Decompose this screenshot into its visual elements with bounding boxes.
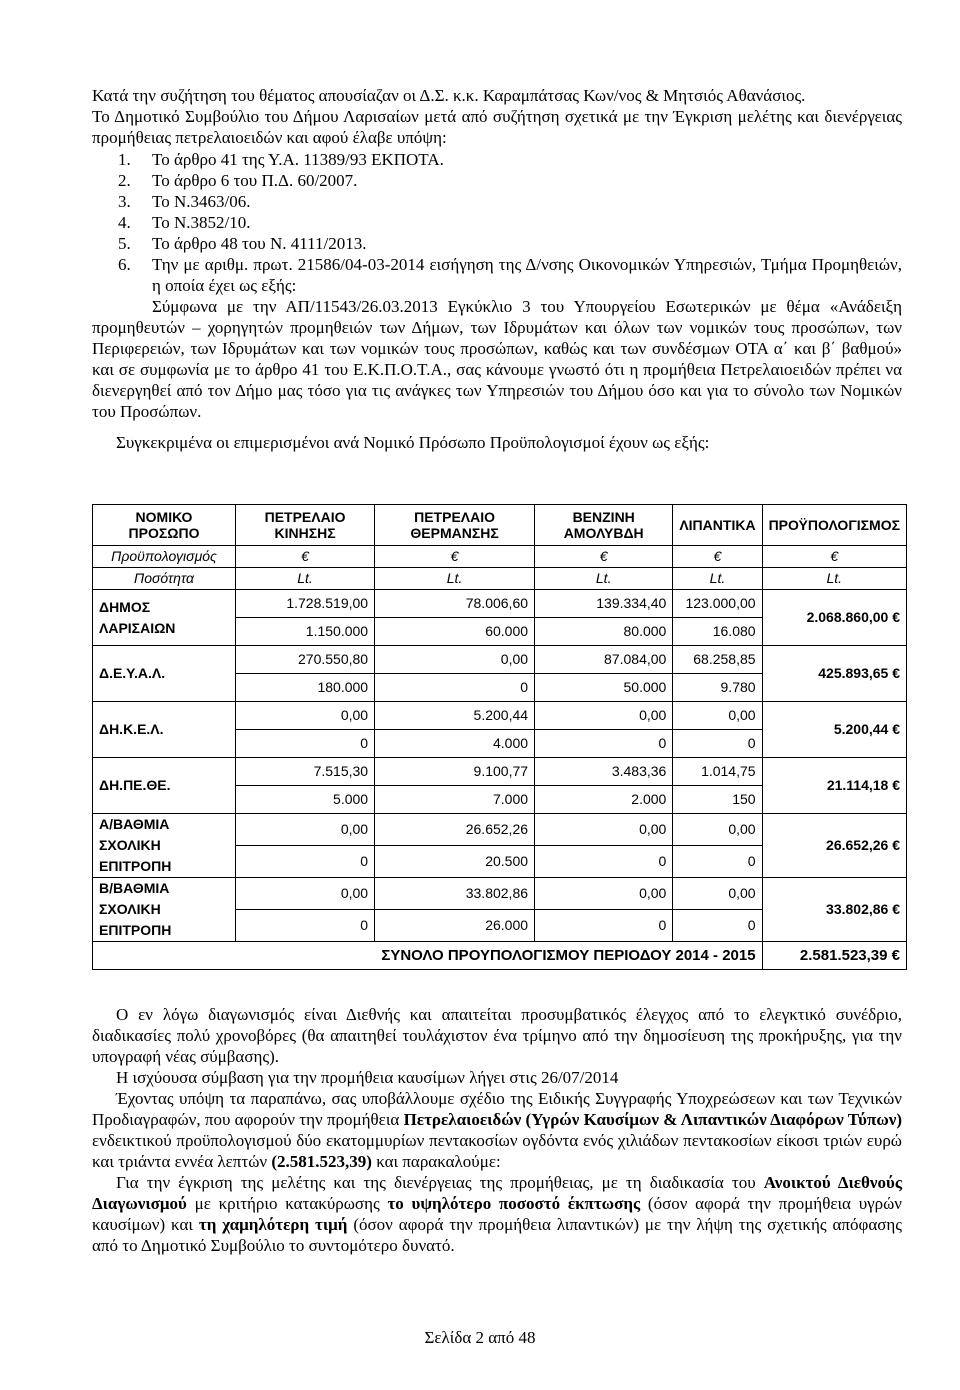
total-cell: 5.200,44 € (762, 702, 906, 758)
list-text: Το άρθρο 48 του Ν. 4111/2013. (152, 234, 367, 253)
header-cell: ΒΕΝΖΙΝΗ ΑΜΟΛΥΒΔΗ (535, 505, 673, 546)
table-row (93, 758, 907, 786)
references-list (92, 149, 902, 296)
list-number: 1. (118, 150, 131, 169)
currency-cell: € (673, 546, 762, 568)
list-item (92, 149, 902, 170)
list-text: Το Ν.3852/10. (152, 213, 251, 232)
qty-cell: 0 (236, 730, 375, 758)
according-paragraph (92, 296, 902, 422)
list-text: Το άρθρο 41 της Υ.Α. 11389/93 ΕΚΠΟΤΑ. (152, 150, 444, 169)
amount-cell: 0,00 (236, 878, 375, 910)
according-text: Σύμφωνα με την ΑΠ/11543/26.03.2013 Εγκύκλιο 3 του Υπουργείου Εσωτερικών με θέμα «Ανάδειξη προμηθευτών – χορηγητών προμηθειών των Δήμων, των Ιδρυμάτων και όλων των νομικών τους προσώπων, των Περιφερειών, των Ιδρυμάτων και των νομικών τους προσώπων, καθώς και των συνδέσμων ΟΤΑ α΄ και β΄ βαθμού» και σε συμφωνία με το άρθρο 41 του Ε.Κ.Π.Ο.Τ.Α., σας κάνουμε γνωστό ότι η προμήθεια Πετρελαιοειδών πρέπει να διενεργηθεί από τον Δήμο μας τόσο για τις ανάγκες των Υπηρεσιών του Δήμου όσο και για το σύνολο των Νομικών του Προσώπων. (92, 297, 902, 421)
amount-cell: 0,00 (236, 814, 375, 846)
unit-cell: Lt. (762, 568, 906, 590)
header-cell: ΛΙΠΑΝΤΙΚΑ (673, 505, 762, 546)
approval-bold-text: το υψηλότερο ποσοστό έκπτωσης (387, 1194, 641, 1213)
qty-cell: 20.500 (375, 846, 535, 878)
budget-label-row (93, 546, 907, 568)
amount-cell: 0,00 (535, 878, 673, 910)
qty-cell: 9.780 (673, 674, 762, 702)
total-cell: 2.068.860,00 € (762, 590, 906, 646)
grand-total-label: ΣΥΝΟΛΟ ΠΡΟΥΠΟΛΟΓΙΣΜΟΥ ΠΕΡΙΟΔΟΥ 2014 - 2015 (93, 942, 763, 970)
approval-text: (όσον αφορά την προμήθεια λιπαντικών) με την λήψη της σχετικής απόφασης από το Δημοτικό Συμβούλιο το συντομότερο δυνατό. (92, 1215, 903, 1255)
entity-name: Β/ΒΑΘΜΙΑ ΣΧΟΛΙΚΗ ΕΠΙΤΡΟΠΗ (93, 878, 236, 942)
qty-cell: 60.000 (375, 618, 535, 646)
header-cell: ΠΕΤΡΕΛΑΙΟ ΚΙΝΗΣΗΣ (236, 505, 375, 546)
draft-text: Έχοντας υπόψη τα παραπάνω, σας υποβάλλουμε σχέδιο της Ειδικής Συγγραφής Υποχρεώσεων και των Τεχνικών Προδιαγραφών, που αφορούν την προμήθεια (92, 1089, 902, 1129)
amount-cell: 0,00 (535, 814, 673, 846)
approval-text: με κριτήριο κατακύρωσης (186, 1194, 388, 1213)
amount-cell: 1.014,75 (673, 758, 762, 786)
qty-cell: 2.000 (535, 786, 673, 814)
approval-bold-text: Ανοικτού Διεθνούς Διαγωνισμού (92, 1173, 903, 1213)
amount-cell: 68.258,85 (673, 646, 762, 674)
qty-cell: 26.000 (375, 910, 535, 942)
qty-cell: 0 (673, 846, 762, 878)
qty-cell: 180.000 (236, 674, 375, 702)
amount-cell: 87.084,00 (535, 646, 673, 674)
page-body (92, 85, 902, 453)
header-cell: ΝΟΜΙΚΟ ΠΡΟΣΩΠΟ (93, 505, 236, 546)
table-row (93, 646, 907, 674)
page-number: Σελίδα 2 από 48 (424, 1328, 536, 1347)
amount-cell: 0,00 (375, 646, 535, 674)
table-row (93, 590, 907, 618)
tender-paragraph: Ο εν λόγω διαγωνισμός είναι Διεθνής και απαιτείται προσυμβατικός έλεγχος από το ελεγκτικό συνέδριο, διαδικασίες πολύ χρονοβόρες (θα απαιτηθεί τουλάχιστον ένα τρίμηνο από την δημοσίευση της προκήρυξης, για την υπογραφή νέας σύμβασης). (92, 1005, 902, 1066)
total-cell: 26.652,26 € (762, 814, 906, 878)
amount-cell: 123.000,00 (673, 590, 762, 618)
draft-text: και παρακαλούμε: (371, 1152, 501, 1171)
unit-cell: Lt. (673, 568, 762, 590)
entity-name: ΔΗ.Κ.Ε.Λ. (93, 702, 236, 758)
qty-cell: 16.080 (673, 618, 762, 646)
list-item (92, 254, 902, 296)
amount-cell: 1.728.519,00 (236, 590, 375, 618)
approval-text: Για την έγκριση της μελέτης και της διενέργειας της προμήθειας, με τη διαδικασία του (116, 1173, 764, 1192)
budget-label: Προϋπολογισμός (93, 546, 236, 568)
qty-label-row (93, 568, 907, 590)
entity-name: Δ.Ε.Υ.Α.Λ. (93, 646, 236, 702)
amount-cell: 26.652,26 (375, 814, 535, 846)
table-header-row (93, 505, 907, 546)
currency-cell: € (762, 546, 906, 568)
table-row (93, 878, 907, 910)
unit-cell: Lt. (236, 568, 375, 590)
list-item (92, 170, 902, 191)
amount-cell: 3.483,36 (535, 758, 673, 786)
draft-paragraph (92, 1088, 902, 1172)
qty-cell: 0 (673, 910, 762, 942)
list-text: Το Ν.3463/06. (152, 192, 251, 211)
qty-cell: 0 (236, 910, 375, 942)
qty-cell: 0 (375, 674, 535, 702)
qty-cell: 150 (673, 786, 762, 814)
qty-cell: 0 (673, 730, 762, 758)
currency-cell: € (375, 546, 535, 568)
entity-name: ΔΗΜΟΣ ΛΑΡΙΣΑΙΩΝ (93, 590, 236, 646)
amount-cell: 78.006,60 (375, 590, 535, 618)
amount-cell: 0,00 (673, 814, 762, 846)
amount-cell: 9.100,77 (375, 758, 535, 786)
total-cell: 425.893,65 € (762, 646, 906, 702)
list-number: 2. (118, 171, 131, 190)
amount-cell: 5.200,44 (375, 702, 535, 730)
council-paragraph: Το Δημοτικό Συμβούλιο του Δήμου Λαρισαίων μετά από συζήτηση σχετικά με την Έγκριση μελέτης και διενέργειας προμήθειας πετρελαιοειδών και αφού έλαβε υπόψη: (92, 107, 902, 147)
qty-cell: 4.000 (375, 730, 535, 758)
approval-bold-text: τη χαμηλότερη τιμή (198, 1215, 348, 1234)
amount-cell: 7.515,30 (236, 758, 375, 786)
approval-paragraph (92, 1172, 902, 1256)
qty-cell: 1.150.000 (236, 618, 375, 646)
currency-cell: € (236, 546, 375, 568)
list-item (92, 191, 902, 212)
approval-text: (όσον αφορά την προμήθεια υγρών καυσίμων) και (92, 1194, 902, 1234)
amount-cell: 0,00 (236, 702, 375, 730)
header-cell: ΠΡΟΫΠΟΛΟΓΙΣΜΟΣ (762, 505, 906, 546)
specifically-text: Συγκεκριμένα οι επιμερισμένοι ανά Νομικό Πρόσωπο Προϋπολογισμοί έχουν ως εξής: (116, 433, 710, 452)
closing-section (92, 1004, 902, 1256)
budget-table (92, 504, 907, 970)
qty-label: Ποσότητα (93, 568, 236, 590)
table-row (93, 814, 907, 846)
amount-cell: 270.550,80 (236, 646, 375, 674)
table-row (93, 702, 907, 730)
entity-name: ΔΗ.ΠΕ.ΘΕ. (93, 758, 236, 814)
grand-total-row (93, 942, 907, 970)
currency-cell: € (535, 546, 673, 568)
list-item (92, 233, 902, 254)
qty-cell: 0 (535, 730, 673, 758)
qty-cell: 50.000 (535, 674, 673, 702)
entity-name: Α/ΒΑΘΜΙΑ ΣΧΟΛΙΚΗ ΕΠΙΤΡΟΠΗ (93, 814, 236, 878)
draft-bold-text: Πετρελαιοειδών (Υγρών Καυσίμων & Λιπαντικών Διαφόρων Τύπων) (403, 1110, 902, 1129)
list-text: Το άρθρο 6 του Π.Δ. 60/2007. (152, 171, 358, 190)
list-item (92, 212, 902, 233)
qty-cell: 5.000 (236, 786, 375, 814)
list-text: Την με αριθμ. πρωτ. 21586/04-03-2014 εισήγηση της Δ/νσης Οικονομικών Υπηρεσιών, Τμήμα Προμηθειών, η οποία έχει ως εξής: (152, 255, 902, 295)
qty-cell: 0 (535, 910, 673, 942)
qty-cell: 80.000 (535, 618, 673, 646)
list-number: 3. (118, 192, 131, 211)
total-cell: 21.114,18 € (762, 758, 906, 814)
expiry-paragraph: Η ισχύουσα σύμβαση για την προμήθεια καυσίμων λήγει στις 26/07/2014 (116, 1068, 619, 1087)
draft-text: ενδεικτικού προϋπολογισμού δύο εκατομμυρίων πεντακοσίων ογδόντα ενός χιλιάδων πεντακοσίων είκοσι τριών ευρώ και τριάντα εννέα λεπτών (92, 1131, 902, 1171)
list-number: 5. (118, 234, 131, 253)
qty-cell: 0 (236, 846, 375, 878)
grand-total-value: 2.581.523,39 € (762, 942, 906, 970)
amount-cell: 0,00 (535, 702, 673, 730)
header-cell: ΠΕΤΡΕΛΑΙΟ ΘΕΡΜΑΝΣΗΣ (375, 505, 535, 546)
qty-cell: 7.000 (375, 786, 535, 814)
unit-cell: Lt. (375, 568, 535, 590)
amount-cell: 33.802,86 (375, 878, 535, 910)
amount-cell: 0,00 (673, 878, 762, 910)
unit-cell: Lt. (535, 568, 673, 590)
amount-cell: 139.334,40 (535, 590, 673, 618)
list-number: 4. (118, 213, 131, 232)
specifically-paragraph (92, 432, 902, 453)
absent-paragraph: Κατά την συζήτηση του θέματος απουσίαζαν οι Δ.Σ. κ.κ. Καραμπάτσας Κων/νος & Μητσιός Αθανάσιος. (92, 86, 806, 105)
draft-bold-amount: (2.581.523,39) (271, 1152, 372, 1171)
qty-cell: 0 (535, 846, 673, 878)
amount-cell: 0,00 (673, 702, 762, 730)
list-number: 6. (118, 255, 131, 274)
total-cell: 33.802,86 € (762, 878, 906, 942)
